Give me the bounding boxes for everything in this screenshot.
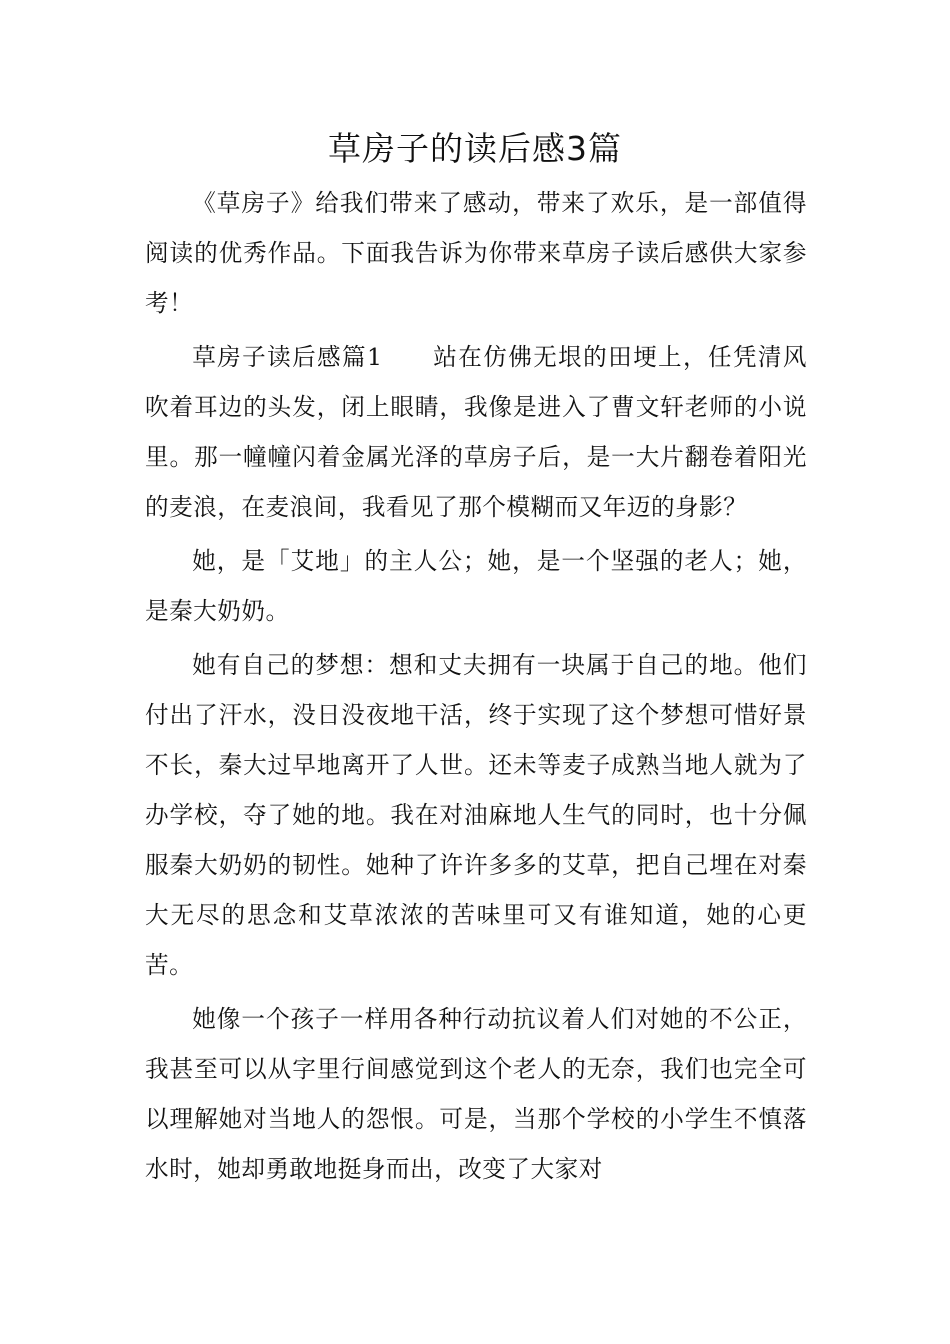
document-title: 草房子的读后感3篇 [328, 129, 622, 168]
document-body [145, 178, 807, 1194]
paragraph-dream: 她有自己的梦想：想和丈夫拥有一块属于自己的地。他们付出了汗水，没日没夜地干活，终于实现了这个梦想可惜好景不长，秦大过早地离开了人世。还未等麦子成熟当地人就为了办学校，夺了她的地。我在对油麻地人生气的同时，也十分佩服秦大奶奶的韧性。她种了许许多多的艾草，把自己埋在对秦大无尽的思念和艾草浓浓的苦味里可又有谁知道，她的心更苦。 [145, 651, 807, 979]
paragraph-character-intro: 她，是「艾地」的主人公；她，是一个坚强的老人；她，是秦大奶奶。 [145, 547, 807, 625]
paragraph-intro: 《草房子》给我们带来了感动，带来了欢乐，是一部值得阅读的优秀作品。下面我告诉为你带来草房子读后感供大家参考！ [145, 189, 807, 317]
paragraph-protest: 她像一个孩子一样用各种行动抗议着人们对她的不公正，我甚至可以从字里行间感觉到这个老人的无奈，我们也完全可以理解她对当地人的怨恨。可是，当那个学校的小学生不慎落水时，她却勇敢地挺身而出，改变了大家对 [145, 1005, 807, 1183]
paragraph-essay-1-opening: 草房子读后感篇1 站在仿佛无垠的田埂上，任凭清风吹着耳边的头发，闭上眼睛，我像是进入了曹文轩老师的小说里。那一幢幢闪着金属光泽的草房子后，是一大片翻卷着阳光的麦浪，在麦浪间，我看见了那个模糊而又年迈的身影？ [145, 343, 807, 521]
